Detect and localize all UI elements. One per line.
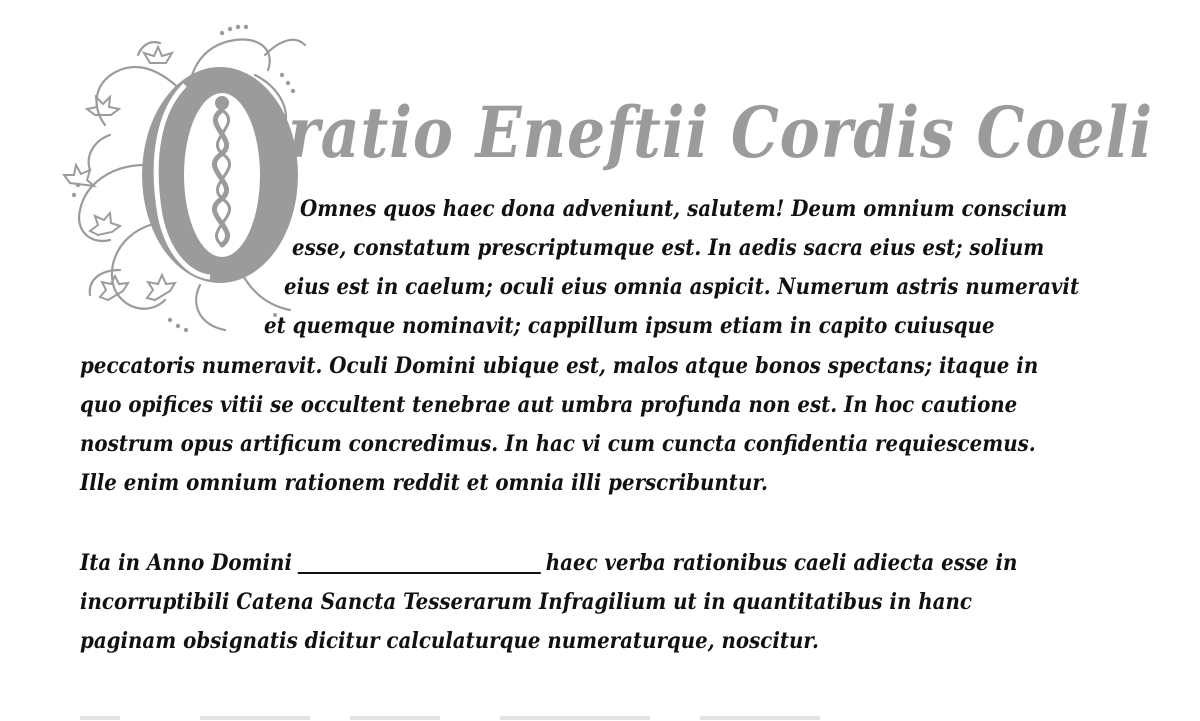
paragraph-line: eius est in caelum; oculi eius omnia aspicit. Numerum astris numeravit [284, 274, 1080, 300]
paragraph-line: peccatoris numeravit. Oculi Domini ubique est, malos atque bonos spectans; itaque in [80, 353, 1039, 379]
date-suffix: haec verba rationibus caeli adiecta esse in [545, 550, 1018, 576]
paragraph-line: incorruptibili Catena Sancta Tesserarum Infragilium ut in quantitatibus in hanc [80, 589, 972, 615]
paragraph-line: et quemque nominavit; cappillum ipsum etiam in capito cuiusque [264, 313, 995, 339]
paragraph-line: paginam obsignatis dicitur calculaturque numeraturque, noscitur. [80, 628, 819, 654]
document-title: ratio Eneftii Cordis Coeli [288, 91, 1153, 174]
paragraph-line: nostrum opus artificum concredimus. In hac vi cum cuncta confidentia requiescemus. [80, 431, 1036, 457]
paragraph-line: Omnes quos haec dona adveniunt, salutem! Deum omnium conscium [300, 196, 1068, 222]
paragraph-line: quo opifices vitii se occultent tenebrae aut umbra profunda non est. In hoc cautione [80, 392, 1018, 418]
year-blank-field[interactable] [297, 548, 540, 574]
paragraph-line: Ille enim omnium rationem reddit et omnia illi perscribuntur. [80, 470, 768, 496]
cropped-text-line [80, 712, 980, 721]
date-line [80, 548, 1017, 578]
ornamental-initial-icon [50, 15, 310, 345]
paragraph-line: esse, constatum prescriptumque est. In aedis sacra eius est; solium [292, 235, 1045, 261]
date-prefix: Ita in Anno Domini [80, 550, 292, 576]
